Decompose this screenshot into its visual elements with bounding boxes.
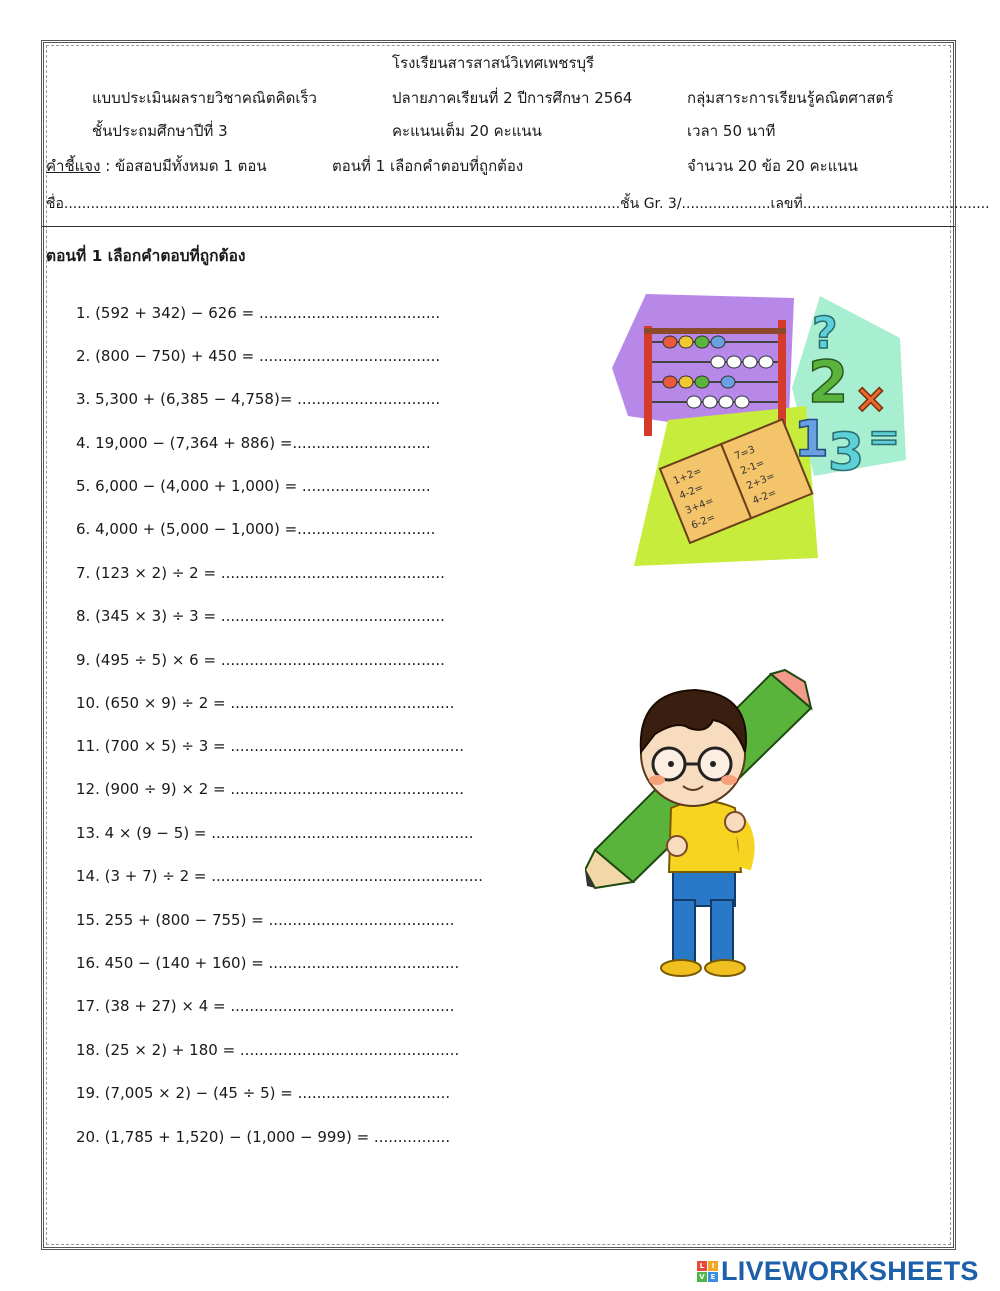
school-name: โรงเรียนสารสาสน์วิเทศเพชรบุรี <box>392 54 595 72</box>
part-info: ตอนที่ 1 เลือกคำตอบที่ถูกต้อง <box>332 157 524 175</box>
question-item[interactable]: 19. (7,005 × 2) − (45 ÷ 5) = ................................ <box>76 1084 451 1102</box>
full-score: คะแนนเต็ม 20 คะแนน <box>392 122 542 140</box>
count-info: จำนวน 20 ข้อ 20 คะแนน <box>687 157 858 175</box>
question-item[interactable]: 18. (25 × 2) + 180 = .............................................. <box>76 1041 460 1059</box>
svg-text:=: = <box>868 415 900 459</box>
svg-text:2+3=: 2+3= <box>745 470 777 493</box>
question-item[interactable]: 6. 4,000 + (5,000 − 1,000) =............................. <box>76 520 436 538</box>
question-item[interactable]: 8. (345 × 3) ÷ 3 = ............................................... <box>76 607 445 625</box>
time-limit: เวลา 50 นาที <box>687 122 776 140</box>
section-title: ตอนที่ 1 เลือกคำตอบที่ถูกต้อง <box>46 247 246 265</box>
question-item[interactable]: 13. 4 × (9 − 5) = ....................................................... <box>76 824 474 842</box>
logo-blocks-icon: L I V E <box>697 1261 718 1282</box>
logo-text: LIVEWORKSHEETS <box>721 1255 979 1286</box>
instruction-text: : ข้อสอบมีทั้งหมด 1 ตอน <box>100 157 267 175</box>
question-item[interactable]: 11. (700 × 5) ÷ 3 = ................................................. <box>76 737 464 755</box>
svg-text:4-2=: 4-2= <box>677 482 705 502</box>
grade-level: ชั้นประถมศึกษาปีที่ 3 <box>92 122 228 140</box>
question-item[interactable]: 3. 5,300 + (6,385 − 4,758)= .............................. <box>76 390 441 408</box>
svg-text:3: 3 <box>828 423 865 483</box>
liveworksheets-logo[interactable] <box>697 1256 979 1286</box>
svg-text:2: 2 <box>808 348 849 416</box>
svg-text:4-2=: 4-2= <box>751 487 779 507</box>
question-item[interactable]: 14. (3 + 7) ÷ 2 = ......................................................... <box>76 867 484 885</box>
header-divider <box>42 226 955 227</box>
instruction-label: คำชี้แจง <box>46 157 101 175</box>
svg-text:3+4=: 3+4= <box>683 495 716 517</box>
assessment-title: แบบประเมินผลรายวิชาคณิตคิดเร็ว <box>92 89 317 107</box>
term-info: ปลายภาคเรียนที่ 2 ปีการศึกษา 2564 <box>392 89 633 107</box>
boy-with-pencil-clipart <box>585 668 815 980</box>
question-item[interactable]: 2. (800 − 750) + 450 = ...................................... <box>76 347 441 365</box>
question-item[interactable]: 17. (38 + 27) × 4 = ............................................... <box>76 997 455 1015</box>
question-item[interactable]: 1. (592 + 342) − 626 = ...................................... <box>76 304 441 322</box>
question-item[interactable]: 12. (900 ÷ 9) × 2 = ................................................. <box>76 780 464 798</box>
svg-text:7=3: 7=3 <box>733 444 757 463</box>
name-line: ชื่อ.............................................................................................................................ชั้น Gr. 3/....................เลขที่.......................................... <box>46 196 990 212</box>
math-clipart <box>608 290 908 572</box>
question-item[interactable]: 10. (650 × 9) ÷ 2 = ............................................... <box>76 694 455 712</box>
page-border <box>41 40 956 1250</box>
instructions <box>46 157 267 175</box>
svg-text:2-1=: 2-1= <box>739 457 767 478</box>
question-item[interactable]: 7. (123 × 2) ÷ 2 = ............................................... <box>76 564 445 582</box>
question-item[interactable]: 9. (495 ÷ 5) × 6 = ............................................... <box>76 651 445 669</box>
svg-text:?: ? <box>812 308 838 359</box>
svg-text:1: 1 <box>794 410 829 468</box>
question-item[interactable]: 4. 19,000 − (7,364 + 886) =............................. <box>76 434 431 452</box>
question-item[interactable]: 15. 255 + (800 − 755) = ....................................... <box>76 911 455 929</box>
subject-group: กลุ่มสาระการเรียนรู้คณิตศาสตร์ <box>687 89 894 107</box>
question-item[interactable]: 16. 450 − (140 + 160) = ........................................ <box>76 954 460 972</box>
svg-text:6-2=: 6-2= <box>689 512 717 532</box>
question-item[interactable]: 20. (1,785 + 1,520) − (1,000 − 999) = ................ <box>76 1128 451 1146</box>
question-item[interactable]: 5. 6,000 − (4,000 + 1,000) = ........................... <box>76 477 431 495</box>
svg-text:×: × <box>854 376 888 422</box>
book-left-text: 1+2= <box>671 465 704 488</box>
